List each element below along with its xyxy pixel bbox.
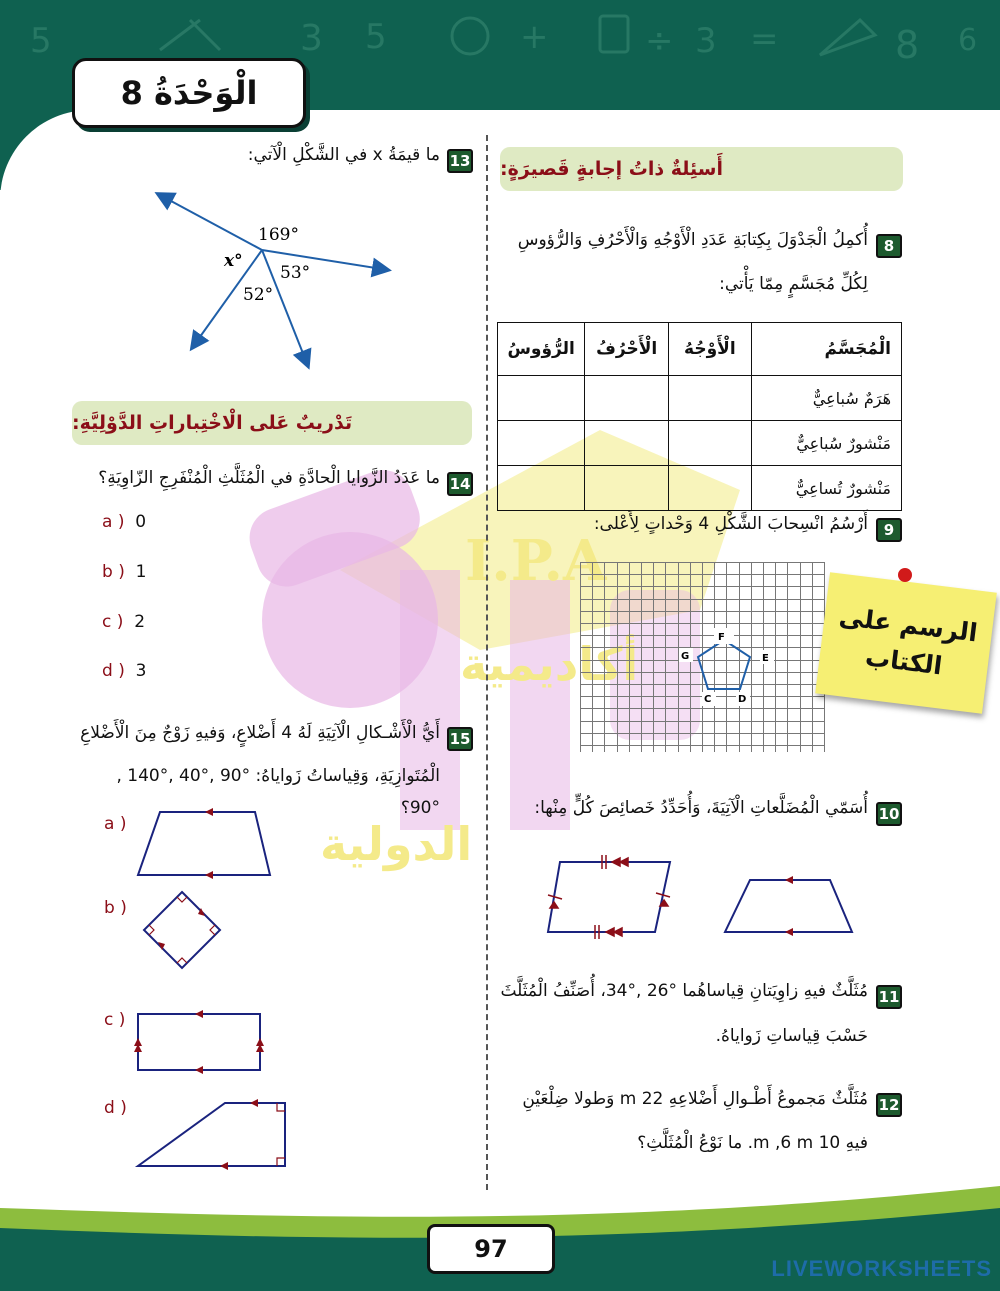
option-letter: d ) bbox=[104, 1098, 127, 1118]
table-header-row bbox=[498, 323, 902, 376]
sticky-note-line1: الرسم على bbox=[837, 601, 980, 648]
page-number: 97 bbox=[427, 1224, 555, 1274]
svg-text:8: 8 bbox=[895, 23, 920, 67]
q8-number: 8 bbox=[876, 234, 902, 258]
option-value: 3 bbox=[135, 661, 147, 681]
q11-line2: حَسْبَ قِياساتِ زَواياهُ. bbox=[715, 1026, 868, 1046]
option-value: 0 bbox=[135, 512, 147, 532]
sticky-note-line2: الكتاب bbox=[863, 642, 944, 681]
q9-text: أَرْسُمُ انْسِحابَ الشَّكْلِ 4 وَحْداتٍ لِأَعْلى: bbox=[593, 514, 868, 534]
q12-line1: مُثَلَّثٌ مَجموعُ أَطْـوالِ أَضْلاعِهِ 22 m وَطولا ضِلْعَيْنِ bbox=[522, 1089, 868, 1109]
option-letter: b ) bbox=[104, 898, 127, 918]
vertex-d: D bbox=[738, 694, 747, 705]
cell-faces[interactable] bbox=[669, 421, 752, 466]
th-solid: الْمُجَسَّمُ bbox=[751, 323, 901, 376]
vertex-c: C bbox=[704, 694, 712, 705]
q14-number: 14 bbox=[447, 472, 473, 496]
svg-text:+: + bbox=[520, 17, 549, 57]
th-faces: الْأَوْجُهُ bbox=[669, 323, 752, 376]
q14-option-c[interactable] bbox=[102, 612, 145, 632]
option-letter: a ) bbox=[102, 512, 125, 532]
pushpin-icon bbox=[898, 568, 912, 582]
table-row bbox=[498, 376, 902, 421]
svg-text:÷: ÷ bbox=[645, 21, 674, 61]
angles-diagram bbox=[140, 180, 410, 380]
trapezoid-shape bbox=[725, 880, 852, 932]
svg-text:5: 5 bbox=[30, 21, 52, 61]
liveworksheets-logo: LIVEWORKSHEETS bbox=[771, 1256, 992, 1281]
q8-line1: أُكمِلُ الْجَدْوَلَ بِكِتابَةِ عَدَدِ الْأَوْجُهِ وَالْأَحْرُفِ وَالرُّؤوسِ bbox=[517, 230, 868, 250]
cell-edges[interactable] bbox=[585, 421, 669, 466]
q13-number: 13 bbox=[447, 149, 473, 173]
unit-title: الْوَحْدَةُ 8 bbox=[72, 58, 306, 128]
table-row bbox=[498, 466, 902, 511]
cell-faces[interactable] bbox=[669, 376, 752, 421]
q8-line2: لِكُلِّ مُجَسَّمٍ مِمّا يَأْتي: bbox=[719, 274, 868, 294]
row-name: مَنْشورٌ سُباعِيٌّ bbox=[751, 421, 901, 466]
translation-grid[interactable] bbox=[578, 560, 828, 756]
watermark-text-academy: أكاديمية bbox=[460, 637, 639, 691]
section-international-tests: تَدْريبٌ عَلى الْاخْتِباراتِ الدَّوْلِيَّةِ: bbox=[72, 401, 472, 445]
q14-option-b[interactable] bbox=[102, 562, 146, 582]
shape-a-trapezoid bbox=[138, 812, 270, 875]
q15-line1: أَيُّ الْأَشْـكالِ الْآتِيَةِ لَهُ 4 أَضْلاعٍ، وَفيهِ زَوْجٌ مِنَ الْأَضْلاعِ bbox=[80, 723, 440, 743]
q15-number: 15 bbox=[447, 727, 473, 751]
parallelogram-shape bbox=[548, 862, 670, 932]
option-value: 1 bbox=[135, 562, 147, 582]
q14-option-d[interactable] bbox=[102, 661, 146, 681]
angle-53: 53° bbox=[280, 263, 311, 283]
cell-vertices[interactable] bbox=[498, 466, 585, 511]
ray-upper-left bbox=[158, 194, 262, 250]
angle-169: 169° bbox=[258, 225, 299, 245]
svg-text:3: 3 bbox=[300, 18, 323, 59]
cell-edges[interactable] bbox=[585, 466, 669, 511]
shape-c-rectangle bbox=[138, 1014, 260, 1070]
watermark-text-ipa: I.P.A bbox=[465, 528, 607, 594]
cell-vertices[interactable] bbox=[498, 376, 585, 421]
vertex-g: G bbox=[681, 651, 690, 662]
svg-text:6: 6 bbox=[958, 23, 978, 58]
cell-edges[interactable] bbox=[585, 376, 669, 421]
q9-number: 9 bbox=[876, 518, 902, 542]
watermark-text-international: الدولية bbox=[320, 817, 473, 871]
svg-text:=: = bbox=[750, 19, 779, 59]
shape-b-square bbox=[144, 892, 220, 968]
q15-line2: الْمُتَوازِيَةِ، وَقِياساتُ زَواياهُ: °90 ,°40 ,°140 ,°90؟ bbox=[116, 766, 440, 819]
angle-52: 52° bbox=[243, 285, 274, 305]
vertex-f: F bbox=[718, 632, 725, 643]
option-letter: b ) bbox=[102, 562, 125, 582]
table-row bbox=[498, 421, 902, 466]
option-value: 2 bbox=[134, 612, 146, 632]
q15-option-d[interactable] bbox=[104, 1098, 127, 1118]
cell-faces[interactable] bbox=[669, 466, 752, 511]
q14-option-a[interactable] bbox=[102, 512, 146, 532]
q15-option-a[interactable] bbox=[104, 814, 126, 834]
section-short-answer: أَسئِلةٌ ذاتُ إجابةٍ قَصيرَةٍ: bbox=[500, 147, 903, 191]
q15-option-b[interactable] bbox=[104, 898, 127, 918]
angle-x: x° bbox=[224, 251, 243, 271]
vertex-e: E bbox=[762, 653, 769, 664]
q11-line1: مُثَلَّثٌ فيهِ زاوِيَتانِ قِياساهُما °26 ,°34، أُصَنِّفُ الْمُثَلَّثَ bbox=[500, 981, 868, 1001]
th-vertices: الرُّؤوسُ bbox=[498, 323, 585, 376]
q10-text: أُسَمّي الْمُضَلَّعاتِ الْآتِيَةَ، وَأُحَدِّدُ خَصائِصَ كُلٍّ مِنْها: bbox=[534, 798, 868, 818]
q12-number: 12 bbox=[876, 1093, 902, 1117]
q15-shapes bbox=[130, 800, 290, 1175]
sticky-note bbox=[815, 572, 997, 714]
q10-polygons bbox=[540, 850, 870, 950]
option-letter: a ) bbox=[104, 814, 127, 834]
row-name: هَرَمٌ سُباعِيٌّ bbox=[751, 376, 901, 421]
svg-text:3: 3 bbox=[695, 21, 717, 61]
q13-text: ما قيمَةُ x في الشَّكْلِ الْآتي: bbox=[247, 145, 440, 165]
th-edges: الْأَحْرُفُ bbox=[585, 323, 669, 376]
q12-line2: فيهِ 10 m ,6 m. ما نَوْعُ الْمُثَلَّثِ؟ bbox=[637, 1133, 868, 1153]
option-letter: c ) bbox=[104, 1010, 126, 1030]
q11-number: 11 bbox=[876, 985, 902, 1009]
option-letter: c ) bbox=[102, 612, 124, 632]
row-name: مَنْشورٌ تُساعِيٌّ bbox=[751, 466, 901, 511]
cell-vertices[interactable] bbox=[498, 421, 585, 466]
q15-option-c[interactable] bbox=[104, 1010, 125, 1030]
q14-text: ما عَدَدُ الزَّوايا الْحادَّةِ في الْمُثَلَّثِ الْمُنْفَرِجِ الزّاوِيَةِ؟ bbox=[98, 468, 440, 488]
option-letter: d ) bbox=[102, 661, 125, 681]
svg-text:5: 5 bbox=[365, 17, 387, 57]
q10-number: 10 bbox=[876, 802, 902, 826]
solids-table bbox=[497, 322, 902, 511]
shape-d-right-trapezoid bbox=[138, 1103, 285, 1166]
column-divider bbox=[486, 135, 488, 1190]
